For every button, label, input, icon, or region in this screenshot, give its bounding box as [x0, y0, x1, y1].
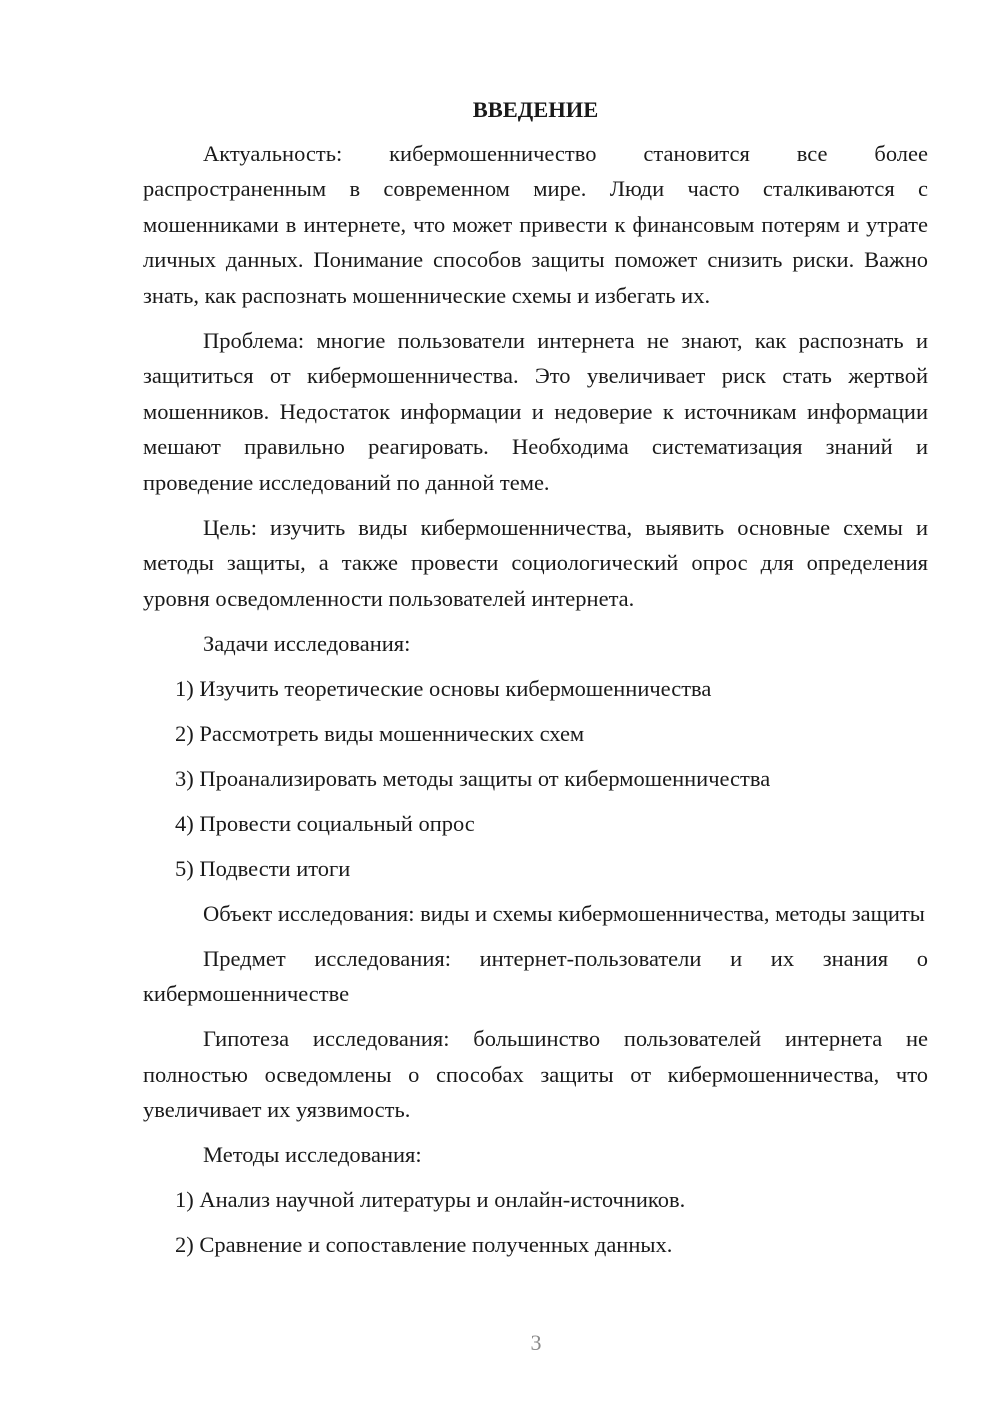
page-number: 3 — [530, 1330, 542, 1355]
task-item-2: 2) Рассмотреть виды мошеннических схем — [175, 720, 585, 746]
page-content — [143, 92, 928, 1272]
relevance-paragraph: Актуальность: кибермошенничество становится все более распространенным в современном мире. Люди часто сталкиваются с мошенниками в интернете, что может привести к финансовым потерям и утрате личных данных. Понимание способов защиты поможет снизить риски. Важно знать, как распознать мошеннические схемы и избегать их. — [143, 140, 928, 308]
task-item-5: 5) Подвести итоги — [175, 855, 351, 881]
task-item-1: 1) Изучить теоретические основы кибермошенничества — [175, 675, 712, 701]
object-paragraph: Объект исследования: виды и схемы кибермошенничества, методы защиты — [203, 900, 925, 926]
task-item-4: 4) Провести социальный опрос — [175, 810, 475, 836]
goal-paragraph: Цель: изучить виды кибермошенничества, выявить основные схемы и методы защиты, а также провести социологический опрос для определения уровня осведомленности пользователей интернета. — [143, 514, 928, 611]
tasks-heading: Задачи исследования: — [203, 630, 411, 656]
hypothesis-paragraph: Гипотеза исследования: большинство пользователей интернета не полностью осведомлены о способах защиты от кибермошенничества, что увеличивает их уязвимость. — [143, 1026, 928, 1122]
subject-paragraph: Предмет исследования: интернет-пользователи и их знания о кибермошенничестве — [143, 945, 928, 1006]
task-item-3: 3) Проанализировать методы защиты от кибермошенничества — [175, 765, 771, 791]
method-item-2: 2) Сравнение и сопоставление полученных данных. — [175, 1232, 673, 1257]
method-item-1: 1) Анализ научной литературы и онлайн-источников. — [175, 1187, 686, 1212]
section-title: ВВЕДЕНИЕ — [472, 97, 599, 122]
methods-heading: Методы исследования: — [203, 1142, 422, 1167]
problem-paragraph: Проблема: многие пользователи интернета не знают, как распознать и защититься от кибермошенничества. Это увеличивает риск стать жертвой мошенников. Недостаток информации и недоверие к источникам информации мешают правильно реагировать. Необходима систематизация знаний и проведение исследований по данной теме. — [143, 327, 928, 495]
